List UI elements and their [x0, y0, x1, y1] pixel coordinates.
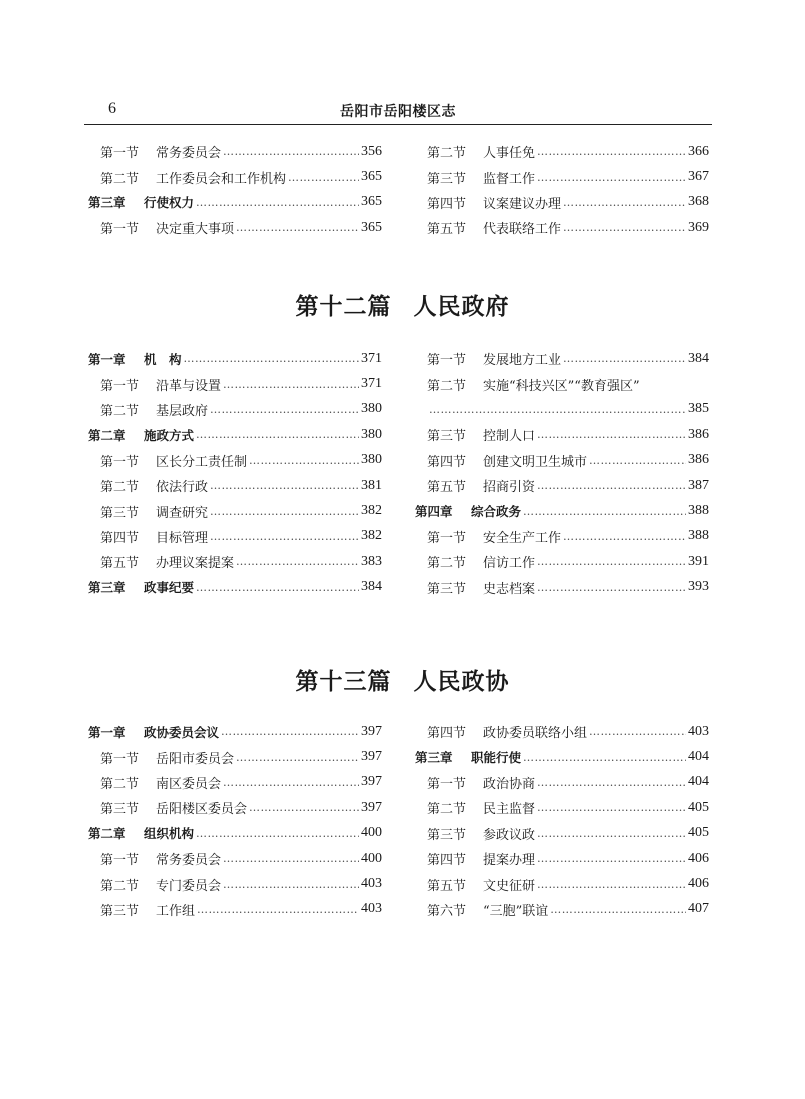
toc-section-entry: [415, 549, 709, 574]
dot-leader: [537, 878, 686, 891]
entry-label: 第二节: [100, 878, 140, 894]
entry-label: 第四节: [427, 726, 467, 742]
entry-page-number: 397: [361, 799, 382, 815]
entry-title: 岳阳楼区委员会: [156, 802, 248, 818]
book-title: 岳阳市岳阳楼区志: [340, 104, 456, 120]
entry-page-number: 405: [688, 825, 709, 841]
toc-section-entry: [88, 498, 382, 523]
dot-leader: [221, 725, 359, 738]
entry-page-number: 356: [361, 143, 382, 159]
dot-leader: [223, 145, 359, 158]
entry-title: 创建文明卫生城市: [483, 454, 588, 470]
entry-page-number: 397: [361, 774, 382, 790]
entry-label: 第三节: [427, 429, 467, 445]
toc-section-entry: [415, 846, 709, 871]
entry-label: 第五节: [427, 878, 467, 894]
part-title-12: [0, 288, 805, 321]
entry-page-number: 391: [688, 553, 709, 569]
entry-title: 议案建议办理: [483, 196, 562, 212]
dot-leader: [236, 221, 359, 234]
toc-section-entry: [88, 215, 382, 240]
entry-title: 常务委员会: [156, 853, 222, 869]
entry-title: 综合政务: [471, 504, 522, 520]
entry-title: 依法行政: [156, 480, 209, 496]
entry-label: 第五节: [100, 556, 140, 572]
dot-leader: [537, 145, 686, 158]
dot-leader: [210, 403, 359, 416]
entry-page-number: 383: [361, 553, 382, 569]
entry-title: 沿革与设置: [156, 378, 222, 394]
entry-page-number: 393: [688, 579, 709, 595]
entry-page-number: 386: [688, 426, 709, 442]
entry-label: 第六节: [427, 903, 467, 919]
entry-label: 第三节: [427, 581, 467, 597]
part-title-13: [0, 663, 805, 696]
entry-label: 第二节: [427, 556, 467, 572]
entry-label: 第二节: [100, 480, 140, 496]
toc-section-entry: [88, 473, 382, 498]
dot-leader: [223, 776, 359, 789]
entry-page-number: 405: [688, 799, 709, 815]
dot-leader: [537, 479, 686, 492]
dot-leader: [223, 378, 359, 391]
entry-title: 施政方式: [144, 427, 195, 443]
entry-label: 第三节: [427, 171, 467, 187]
entry-page-number: 371: [361, 350, 382, 366]
entry-page-number: 387: [688, 477, 709, 493]
entry-page-number: 400: [361, 850, 382, 866]
entry-label: 第三节: [427, 827, 467, 843]
entry-label: 第一节: [427, 353, 467, 369]
entry-label: 第四节: [427, 454, 467, 470]
toc-section-entry: [415, 190, 709, 215]
toc-section-entry: [415, 139, 709, 164]
toc-section-entry: [415, 575, 709, 600]
entry-label: 第三章: [415, 750, 453, 766]
dot-leader: [589, 454, 686, 467]
dot-leader: [236, 555, 359, 568]
entry-title: 岳阳市委员会: [156, 751, 235, 767]
entry-title: 决定重大事项: [156, 222, 235, 238]
toc-chapter-entry: [88, 346, 382, 371]
page-number: 6: [108, 100, 116, 117]
entry-label: 第二章: [88, 826, 126, 842]
entry-title: 目标管理: [156, 530, 209, 546]
toc-section-entry: [415, 422, 709, 447]
entry-title: 代表联络工作: [483, 222, 562, 238]
entry-page-number: 380: [361, 426, 382, 442]
toc-section-entry: [88, 397, 382, 422]
dot-leader: [196, 581, 359, 594]
toc-section-entry: [415, 371, 709, 396]
entry-page-number: 365: [361, 194, 382, 210]
entry-label: 第二节: [100, 776, 140, 792]
dot-leader: [196, 196, 359, 209]
toc-chapter-entry: [88, 422, 382, 447]
entry-title: 政治协商: [483, 776, 536, 792]
entry-page-number: 365: [361, 169, 382, 185]
entry-page-number: 397: [361, 749, 382, 765]
entry-title: “三胞”联谊: [483, 903, 549, 919]
entry-title: 调查研究: [156, 505, 209, 521]
toc-section-entry: [88, 139, 382, 164]
entry-title: 区长分工责任制: [156, 454, 248, 470]
entry-title: 工作组: [156, 903, 196, 919]
entry-title: 常务委员会: [156, 146, 222, 162]
toc-section-entry: [415, 473, 709, 498]
dot-leader: [184, 352, 359, 365]
entry-title: 人事任免: [483, 146, 536, 162]
entry-title: 信访工作: [483, 556, 536, 572]
dot-leader: [249, 454, 359, 467]
toc-section-entry: [415, 719, 709, 744]
entry-page-number: 367: [688, 169, 709, 185]
part-name: 人民政协: [413, 668, 510, 695]
entry-page-number: 386: [688, 452, 709, 468]
part-number: 第十二篇: [295, 293, 392, 320]
entry-label: 第一节: [427, 530, 467, 546]
entry-title: 史志档案: [483, 581, 536, 597]
entry-page-number: 382: [361, 528, 382, 544]
dot-leader: [523, 505, 686, 518]
toc-column-top-right: [415, 139, 709, 241]
entry-title: 专门委员会: [156, 878, 222, 894]
entry-page-number: 368: [688, 194, 709, 210]
entry-label: 第一节: [100, 222, 140, 238]
toc-column-part12-right: [415, 346, 709, 600]
entry-title: 提案办理: [483, 853, 536, 869]
entry-title: 行使权力: [144, 195, 195, 211]
entry-page-number: 404: [688, 749, 709, 765]
dot-leader: [236, 751, 359, 764]
entry-label: 第二节: [100, 171, 140, 187]
toc-column-part13-right: [415, 719, 709, 922]
entry-title: 机 构: [144, 351, 182, 367]
toc-section-entry: [88, 795, 382, 820]
entry-page-number: 406: [688, 850, 709, 866]
dot-leader: [197, 903, 359, 916]
toc-section-entry: [88, 846, 382, 871]
toc-section-entry: [88, 448, 382, 473]
entry-page-number: 381: [361, 477, 382, 493]
part-number: 第十三篇: [295, 668, 392, 695]
entry-page-number: 403: [361, 901, 382, 917]
toc-section-entry: [88, 897, 382, 922]
entry-title: 政协委员联络小组: [483, 726, 588, 742]
toc-section-entry: [415, 164, 709, 189]
toc-section-entry: [415, 795, 709, 820]
toc-section-entry: [415, 346, 709, 371]
entry-title: 实施“科技兴区”“教育强区”: [483, 378, 640, 394]
dot-leader: [196, 827, 359, 840]
entry-label: 第二节: [427, 146, 467, 162]
toc-chapter-entry: [88, 719, 382, 744]
dot-leader: [249, 801, 359, 814]
dot-leader: [223, 878, 359, 891]
entry-title: 办理议案提案: [156, 556, 235, 572]
entry-page-number: 366: [688, 143, 709, 159]
toc-section-entry: [88, 371, 382, 396]
entry-page-number: 400: [361, 825, 382, 841]
entry-label: 第二节: [427, 802, 467, 818]
entry-page-number: 369: [688, 219, 709, 235]
toc-column-top-left: [88, 139, 382, 241]
part-name: 人民政府: [413, 293, 510, 320]
entry-title: 政协委员会议: [144, 724, 220, 740]
entry-title: 参政议政: [483, 827, 536, 843]
toc-chapter-entry: [88, 575, 382, 600]
entry-label: 第三章: [88, 580, 126, 596]
toc-section-entry: [415, 770, 709, 795]
entry-page-number: 384: [688, 350, 709, 366]
dot-leader: [550, 903, 686, 916]
dot-leader: [563, 221, 686, 234]
dot-leader: [589, 725, 686, 738]
dot-leader: [210, 479, 359, 492]
entry-title: 工作委员会和工作机构: [156, 171, 287, 187]
entry-label: 第四章: [415, 504, 453, 520]
entry-label: 第一章: [88, 724, 126, 740]
entry-label: 第一节: [427, 776, 467, 792]
entry-page-number: 407: [688, 901, 709, 917]
entry-label: 第二节: [100, 403, 140, 419]
entry-page-number: 380: [361, 452, 382, 468]
entry-label: 第一节: [100, 751, 140, 767]
dot-leader: [210, 530, 359, 543]
dot-leader: [537, 581, 686, 594]
toc-section-entry: [415, 524, 709, 549]
entry-page-number: 384: [361, 579, 382, 595]
toc-section-entry: [415, 448, 709, 473]
entry-label: 第一节: [100, 378, 140, 394]
entry-page-number: 382: [361, 503, 382, 519]
toc-section-entry: [88, 744, 382, 769]
dot-leader: [537, 801, 686, 814]
entry-title: 安全生产工作: [483, 530, 562, 546]
toc-section-entry: [415, 397, 709, 422]
entry-page-number: 403: [361, 876, 382, 892]
dot-leader: [196, 428, 359, 441]
toc-chapter-entry: [88, 821, 382, 846]
toc-section-entry: [415, 897, 709, 922]
entry-page-number: 388: [688, 528, 709, 544]
entry-label: 第四节: [427, 853, 467, 869]
entry-page-number: 397: [361, 723, 382, 739]
dot-leader: [210, 505, 359, 518]
entry-title: 基层政府: [156, 403, 209, 419]
entry-page-number: 385: [688, 401, 709, 417]
entry-label: 第二节: [427, 378, 467, 394]
dot-leader: [523, 751, 686, 764]
toc-section-entry: [88, 871, 382, 896]
entry-title: 职能行使: [471, 750, 522, 766]
entry-label: 第一节: [100, 146, 140, 162]
toc-section-entry: [415, 215, 709, 240]
entry-label: 第三节: [100, 903, 140, 919]
entry-label: 第四节: [427, 196, 467, 212]
entry-page-number: 388: [688, 503, 709, 519]
entry-page-number: 380: [361, 401, 382, 417]
entry-label: 第二章: [88, 427, 126, 443]
toc-chapter-entry: [415, 744, 709, 769]
entry-page-number: 403: [688, 723, 709, 739]
entry-title: 组织机构: [144, 826, 195, 842]
dot-leader: [537, 827, 686, 840]
toc-column-part12-left: [88, 346, 382, 600]
dot-leader: [537, 555, 686, 568]
dot-leader: [563, 530, 686, 543]
dot-leader: [563, 352, 686, 365]
entry-title: 控制人口: [483, 429, 536, 445]
toc-section-entry: [88, 549, 382, 574]
entry-title: 政事纪要: [144, 580, 195, 596]
dot-leader: [223, 852, 359, 865]
toc-section-entry: [415, 821, 709, 846]
entry-title: 文史征研: [483, 878, 536, 894]
toc-chapter-entry: [415, 498, 709, 523]
entry-page-number: 404: [688, 774, 709, 790]
entry-label: 第一节: [100, 454, 140, 470]
entry-label: 第三节: [100, 505, 140, 521]
entry-label: 第三节: [100, 802, 140, 818]
toc-section-entry: [415, 871, 709, 896]
entry-title: 发展地方工业: [483, 353, 562, 369]
entry-label: 第一章: [88, 351, 126, 367]
entry-page-number: 371: [361, 376, 382, 392]
entry-page-number: 365: [361, 219, 382, 235]
entry-label: 第五节: [427, 480, 467, 496]
toc-section-entry: [88, 524, 382, 549]
toc-section-entry: [88, 164, 382, 189]
entry-title: 监督工作: [483, 171, 536, 187]
dot-leader: [537, 171, 686, 184]
dot-leader: [537, 852, 686, 865]
entry-page-number: 406: [688, 876, 709, 892]
entry-label: 第一节: [100, 853, 140, 869]
dot-leader: [288, 171, 359, 184]
entry-title: 南区委员会: [156, 776, 222, 792]
toc-column-part13-left: [88, 719, 382, 922]
page-header: [84, 98, 712, 125]
entry-label: 第三章: [88, 195, 126, 211]
dot-leader: [429, 403, 686, 416]
entry-label: 第四节: [100, 530, 140, 546]
entry-title: 民主监督: [483, 802, 536, 818]
dot-leader: [537, 428, 686, 441]
dot-leader: [537, 776, 686, 789]
dot-leader: [563, 196, 686, 209]
entry-label: 第五节: [427, 222, 467, 238]
toc-chapter-entry: [88, 190, 382, 215]
toc-section-entry: [88, 770, 382, 795]
entry-title: 招商引资: [483, 480, 536, 496]
